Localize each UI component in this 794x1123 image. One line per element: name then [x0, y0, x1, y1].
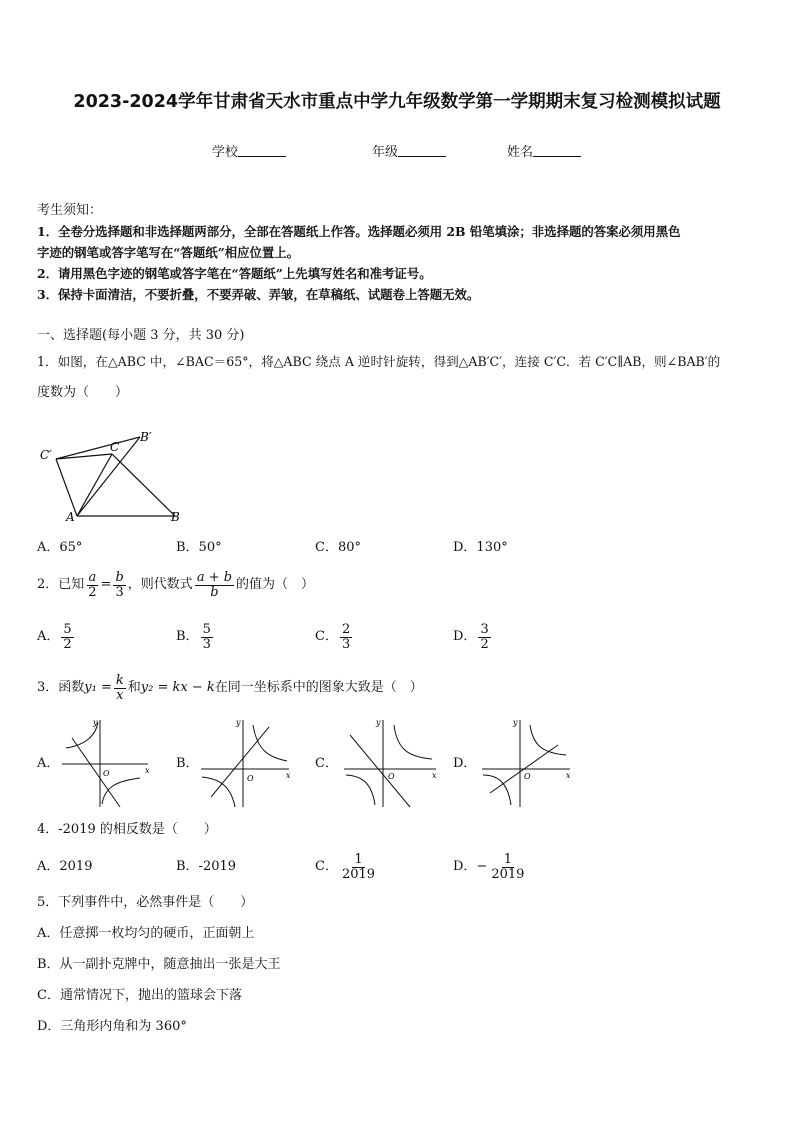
svg-text:y: y [93, 718, 98, 727]
section-heading: 一、选择题(每小题 3 分，共 30 分) [37, 328, 245, 343]
q2-stem: 2．已知 $\frac{a}{2}$ = $\frac{b}{3}$ ，则代数式 $\frac{a + b}{b}$ 的值为（ ） [37, 569, 315, 600]
notice-item1-line1: 1．全卷分选择题和非选择题两部分，全部在答题纸上作答。选择题必须用 2B 铅笔填涂；非选择题的答案必须用黑色 [37, 224, 681, 239]
q4-option-d[interactable]: D． − $\frac{1}{2019}$ [453, 851, 525, 882]
q2-frac-ab-b: $\frac{a + b}{b}$ [196, 569, 233, 600]
q5-option-b[interactable]: B．从一副扑克牌中，随意抽出一张是大王 [37, 957, 281, 972]
q3-option-c-label[interactable]: C． [315, 756, 338, 771]
notice-heading: 考生须知： [37, 203, 103, 218]
segment-cb [112, 454, 175, 516]
name-field: 姓名 [507, 141, 581, 160]
label-c: C [110, 440, 120, 454]
label-b-prime: B′ [140, 430, 152, 444]
q5-stem: 5．下列事件中，必然事件是（ ） [37, 895, 254, 910]
svg-text:O: O [388, 772, 395, 781]
svg-text:O: O [524, 772, 531, 781]
svg-text:O: O [247, 774, 254, 783]
q5-option-a[interactable]: A．任意掷一枚均匀的硬币，正面朝上 [37, 926, 255, 941]
q5-option-c[interactable]: C．通常情况下，抛出的篮球会下落 [37, 988, 242, 1003]
q2-option-a[interactable]: A． $\frac{5}{2}$ [37, 621, 72, 652]
segment-ac1 [56, 459, 77, 516]
q2-option-b[interactable]: B． $\frac{5}{3}$ [176, 621, 211, 652]
q3-graph-c[interactable] [340, 715, 440, 810]
q4-option-b[interactable]: B．-2019 [176, 859, 237, 874]
svg-text:x: x [432, 771, 437, 780]
school-field: 学校 [212, 141, 286, 160]
svg-text:x: x [145, 766, 150, 775]
svg-text:O: O [103, 769, 110, 778]
q1-option-c[interactable]: C．80° [315, 540, 361, 555]
svg-text:x: x [566, 771, 571, 780]
q4-stem: 4．-2019 的相反数是（ ） [37, 822, 217, 837]
notice-item3: 3．保持卡面清洁，不要折叠，不要弄破、弄皱，在草稿纸、试题卷上答题无效。 [37, 287, 480, 302]
q1-stem-line1: 1．如图，在△ABC 中，∠BAC＝65°，将△ABC 绕点 A 逆时针旋转，得到△AB′C′，连接 C′C．若 C′C∥AB，则∠BAB′的 [37, 354, 721, 369]
notice-item2: 2．请用黑色字迹的钢笔或答字笔在“答题纸”上先填写姓名和准考证号。 [37, 266, 432, 281]
grade-field: 年级 [372, 141, 446, 160]
q2-frac-a-2: $\frac{a}{2}$ [88, 569, 97, 600]
q3-stem: 3．函数 y₁ = $\frac{k}{x}$ 和 y₂ = kx − k 在同一坐标系中的图象大致是（ ） [37, 672, 423, 703]
q2-option-c[interactable]: C． $\frac{2}{3}$ [315, 621, 351, 652]
q5-option-d[interactable]: D．三角形内角和为 360° [37, 1019, 187, 1034]
q3-graph-a[interactable] [58, 715, 153, 810]
svg-text:x: x [286, 771, 291, 780]
svg-text:y: y [376, 718, 381, 727]
q1-option-a[interactable]: A．65° [37, 540, 83, 555]
label-b: B [171, 510, 180, 524]
q1-option-d[interactable]: D．130° [453, 540, 508, 555]
q3-option-a-label[interactable]: A． [37, 756, 60, 771]
q4-option-c[interactable]: C． $\frac{1}{2019}$ [315, 851, 376, 882]
label-a: A [66, 510, 75, 524]
svg-text:y: y [513, 718, 518, 727]
notice-item1-line2: 字迹的钢笔或答字笔写在“答题纸”相应位置上。 [37, 245, 300, 260]
q3-graph-b[interactable] [197, 715, 292, 810]
q1-stem-line2: 度数为（ ） [37, 385, 129, 400]
q1-triangle-figure [30, 428, 200, 528]
q3-frac-k-x: $\frac{k}{x}$ [115, 672, 124, 703]
q3-option-d-label[interactable]: D． [453, 756, 477, 771]
page-title: 2023-2024学年甘肃省天水市重点中学九年级数学第一学期期末复习检测模拟试题 [73, 92, 721, 112]
q1-option-b[interactable]: B．50° [176, 540, 222, 555]
segment-ab1 [77, 437, 140, 516]
svg-text:y: y [236, 718, 241, 727]
q3-option-b-label[interactable]: B． [176, 756, 199, 771]
q2-frac-b-3: $\frac{b}{3}$ [115, 569, 124, 600]
q2-option-d[interactable]: D． $\frac{3}{2}$ [453, 621, 489, 652]
segment-ac [77, 454, 112, 516]
q3-graph-d[interactable] [478, 715, 574, 810]
label-c-prime: C′ [40, 448, 52, 462]
q4-option-a[interactable]: A．2019 [37, 859, 93, 874]
